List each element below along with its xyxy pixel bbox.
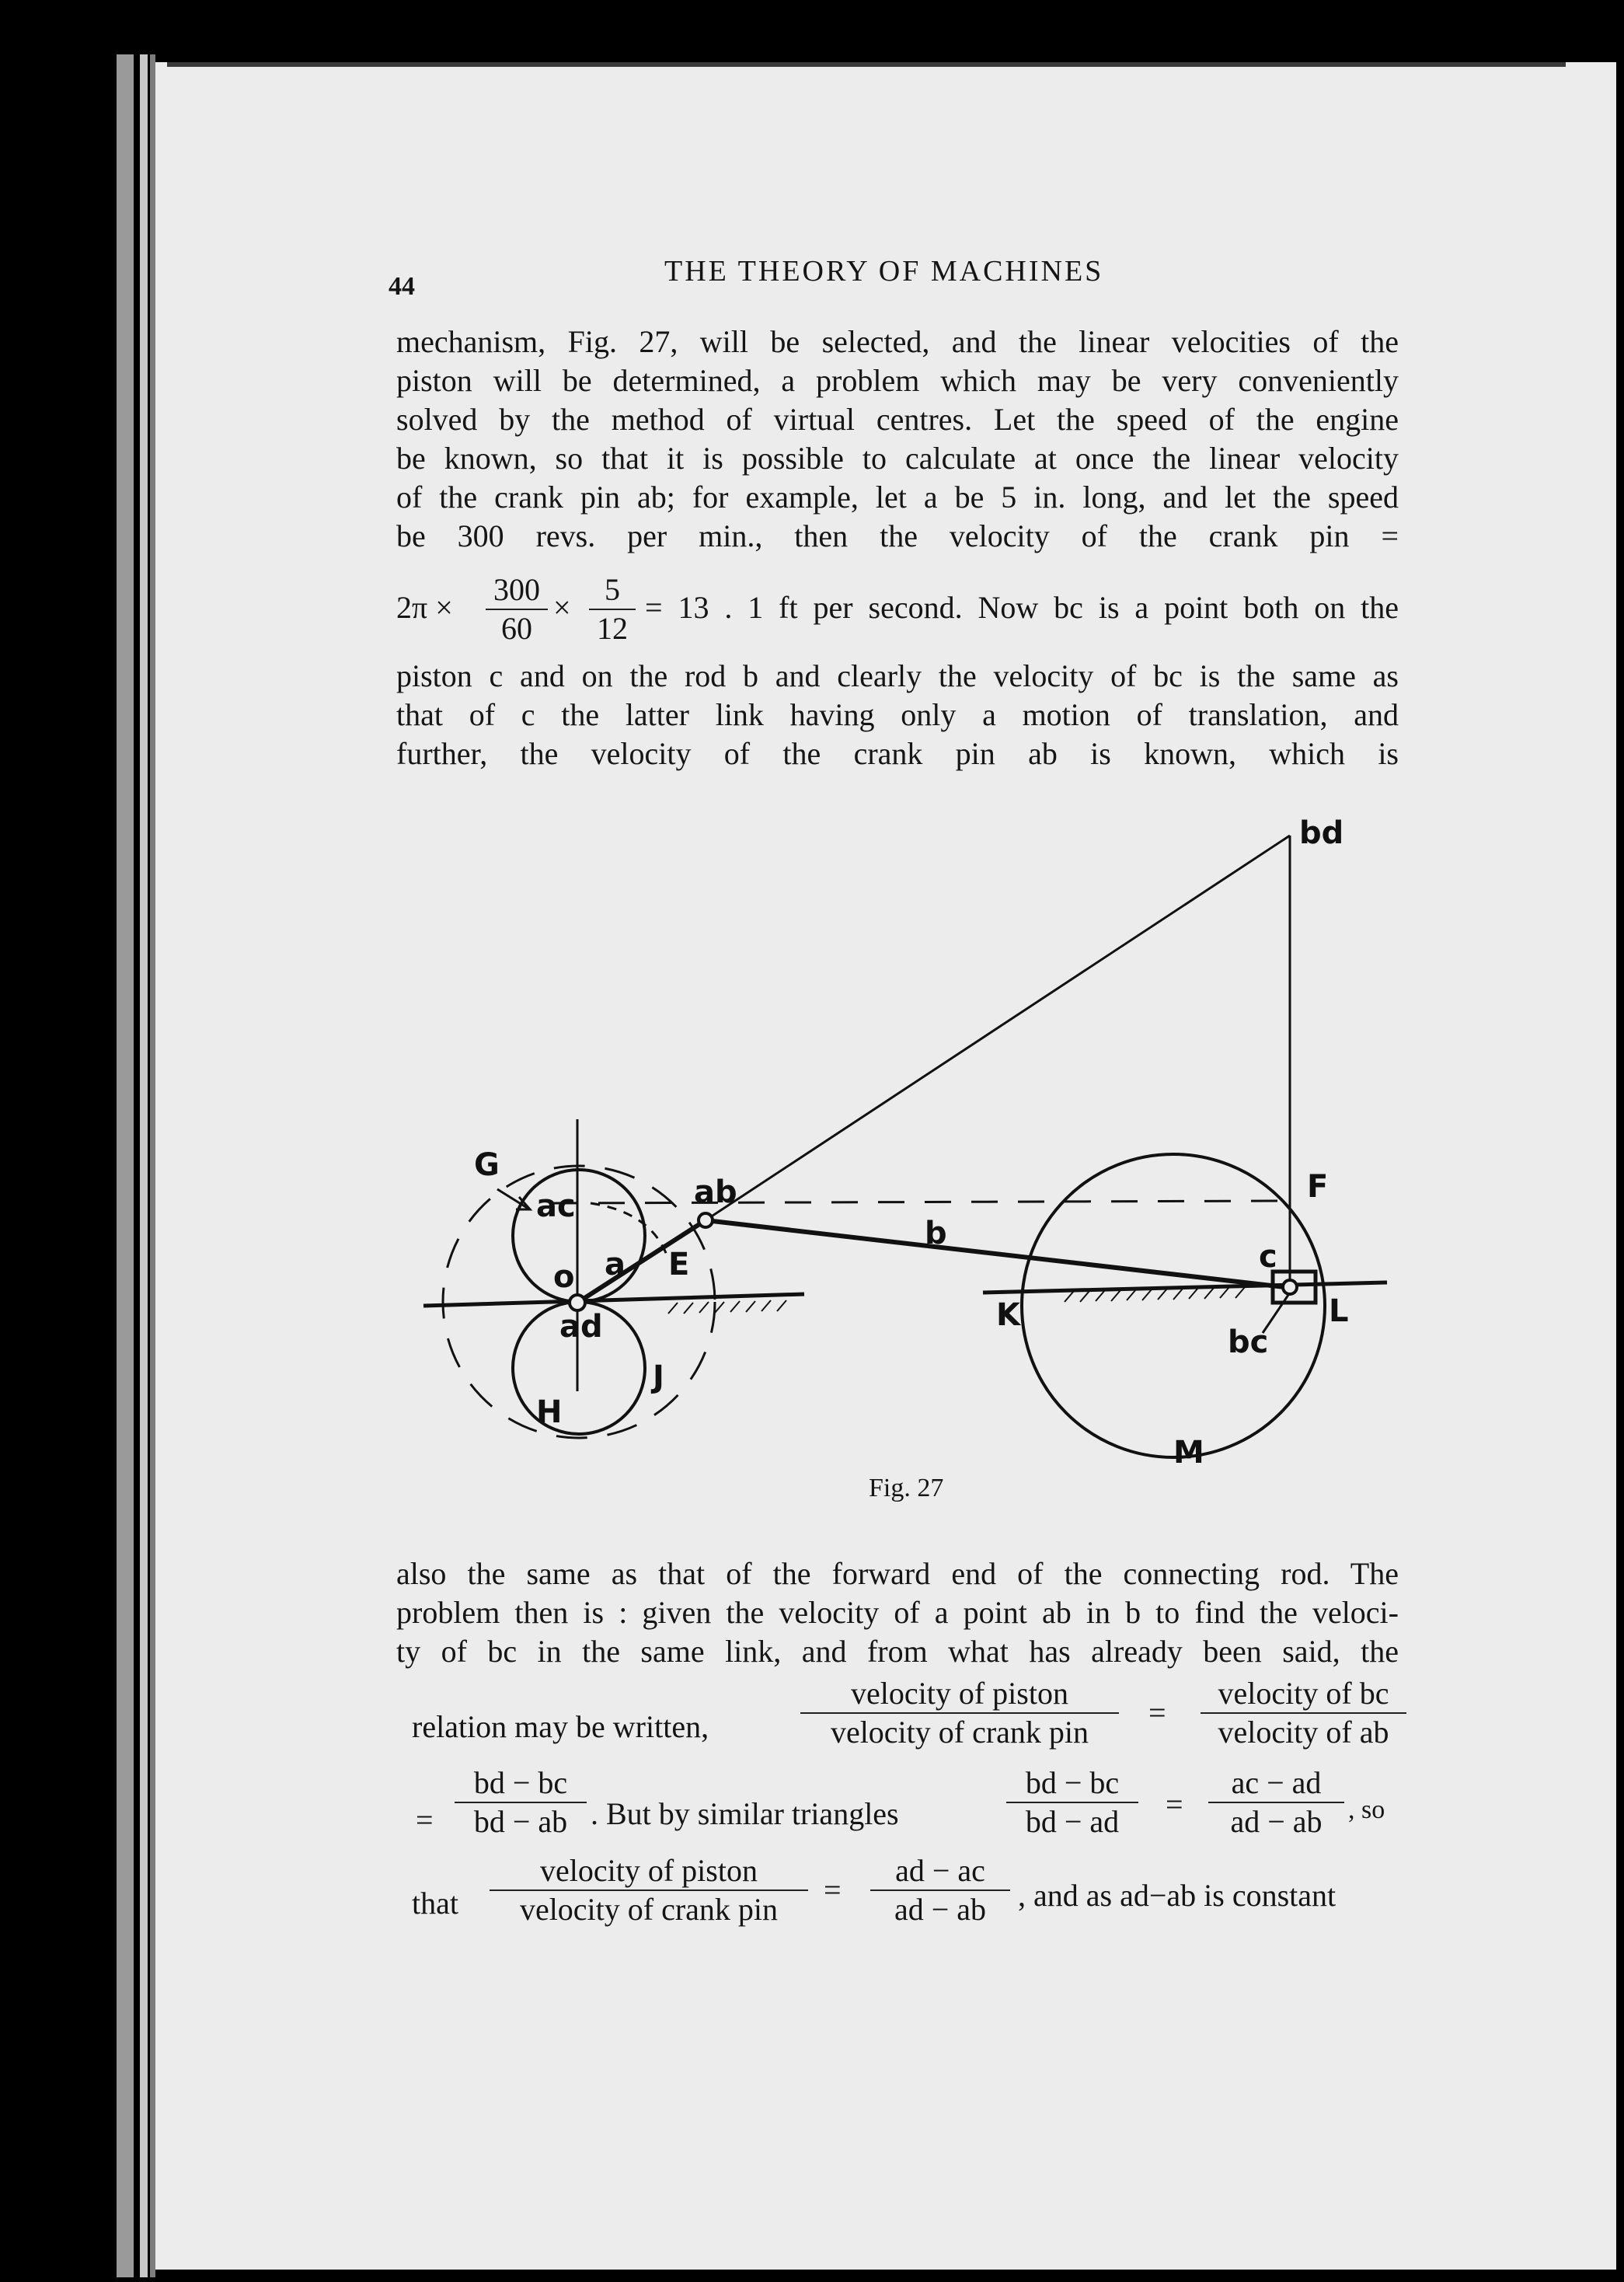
paragraph-3 [396,1554,1399,1671]
fraction-denominator: 60 [501,611,532,646]
label-f: F [1307,1169,1329,1205]
label-ad: ad [559,1309,603,1345]
fraction-denominator: velocity of crank pin [830,1715,1089,1750]
fraction-denominator: 12 [597,611,628,646]
label-e: E [668,1247,690,1282]
fraction-numerator: 300 [486,571,548,610]
text-line: piston will be determined, a problem which may be very conveniently [396,363,1399,398]
page-number: 44 [389,272,415,301]
fraction-numerator: bd − bc [1006,1764,1138,1803]
text-line: that of c the latter link having only a motion of translation, and [396,697,1399,732]
eq1-fraction-1 [800,1675,1119,1751]
fraction-denominator: velocity of crank pin [519,1892,779,1927]
fraction-numerator: ad − ac [870,1852,1010,1891]
speed-eq-rest: = 13 . 1 ft per second. Now bc is a point both on the [645,590,1399,625]
fraction-numerator: bd − bc [455,1764,587,1803]
label-ab: ab [694,1174,737,1210]
text-line: problem then is : given the velocity of a point ab in b to find the veloci- [396,1595,1399,1630]
ground-line-right [983,1282,1387,1293]
fraction-denominator: velocity of ab [1218,1715,1389,1750]
fraction-numerator: velocity of piston [490,1852,808,1891]
fraction-numerator: ac − ad [1208,1764,1344,1803]
text-line: ty of bc in the same link, and from what has already been said, the [396,1634,1399,1669]
eq2-fraction-1 [455,1764,587,1841]
large-circle-m [1022,1154,1325,1457]
connecting-rod-b [706,1220,1291,1288]
label-j: J [653,1359,664,1395]
label-ac: ac [536,1188,576,1224]
text-line: further, the velocity of the crank pin ab is known, which is [396,736,1399,771]
label-b: b [925,1216,947,1251]
pin-ab [699,1213,713,1227]
eq2-suffix: , so [1348,1795,1385,1824]
label-l: L [1329,1293,1349,1329]
eq2-middle-text: . But by similar triangles [591,1796,899,1831]
text-line: mechanism, Fig. 27, will be selected, and the linear velocities of the [396,324,1399,359]
eq3-prefix: that [412,1886,458,1921]
fraction-numerator: 5 [589,571,636,610]
fraction-numerator: velocity of bc [1201,1675,1406,1714]
label-c: c [1259,1239,1277,1275]
line-ab-to-bd [706,836,1290,1220]
running-head: THE THEORY OF MACHINES [664,255,1104,288]
fraction-denominator: ad − ab [894,1892,987,1927]
text-line: be known, so that it is possible to calculate at once the linear velocity [396,441,1399,476]
label-a: a [605,1247,626,1282]
eq3-fraction-1 [490,1852,808,1928]
ground-hatching-left [668,1300,786,1314]
pin-o [570,1295,585,1310]
fraction-denominator: ad − ab [1230,1804,1323,1839]
text-line: of the crank pin ab; for example, let a be 5 in. long, and let the speed [396,480,1399,515]
label-g: G [474,1147,500,1183]
label-k: K [996,1297,1020,1333]
label-h: H [536,1394,563,1430]
fraction-denominator: bd − ab [473,1804,568,1839]
label-m: M [1173,1435,1204,1471]
eq3-equals: = [824,1872,842,1907]
speed-eq-times: × [553,590,571,625]
eq1-prefix: relation may be written, [412,1709,709,1744]
label-bd: bd [1299,815,1344,851]
eq2-equals: = [1166,1787,1183,1822]
ground-line-left [423,1294,804,1306]
text-line: solved by the method of virtual centres. Let the speed of the engine [396,402,1399,437]
eq3-fraction-2 [870,1852,1010,1928]
eq2-equals-start: = [416,1802,434,1837]
speed-eq-two-pi: 2π × [396,590,453,625]
eq2-fraction-3 [1208,1764,1344,1841]
eq1-fraction-2 [1201,1675,1406,1751]
figure-caption: Fig. 27 [869,1474,944,1502]
text-line: be 300 revs. per min., then the velocity of the crank pin = [396,518,1399,553]
pin-bc [1283,1280,1297,1294]
label-o: o [553,1259,575,1295]
text-line: also the same as that of the forward end of the connecting rod. The [396,1556,1399,1591]
label-bc: bc [1228,1324,1269,1360]
fraction-denominator: bd − ad [1025,1804,1120,1839]
eq3-suffix: , and as ad−ab is constant [1018,1878,1336,1913]
text-line: piston c and on the rod b and clearly the velocity of bc is the same as [396,658,1399,693]
eq2-fraction-2 [1006,1764,1138,1841]
dashed-line-to-f [552,1201,1290,1203]
eq1-equals: = [1148,1695,1166,1730]
fraction-numerator: velocity of piston [800,1675,1119,1714]
